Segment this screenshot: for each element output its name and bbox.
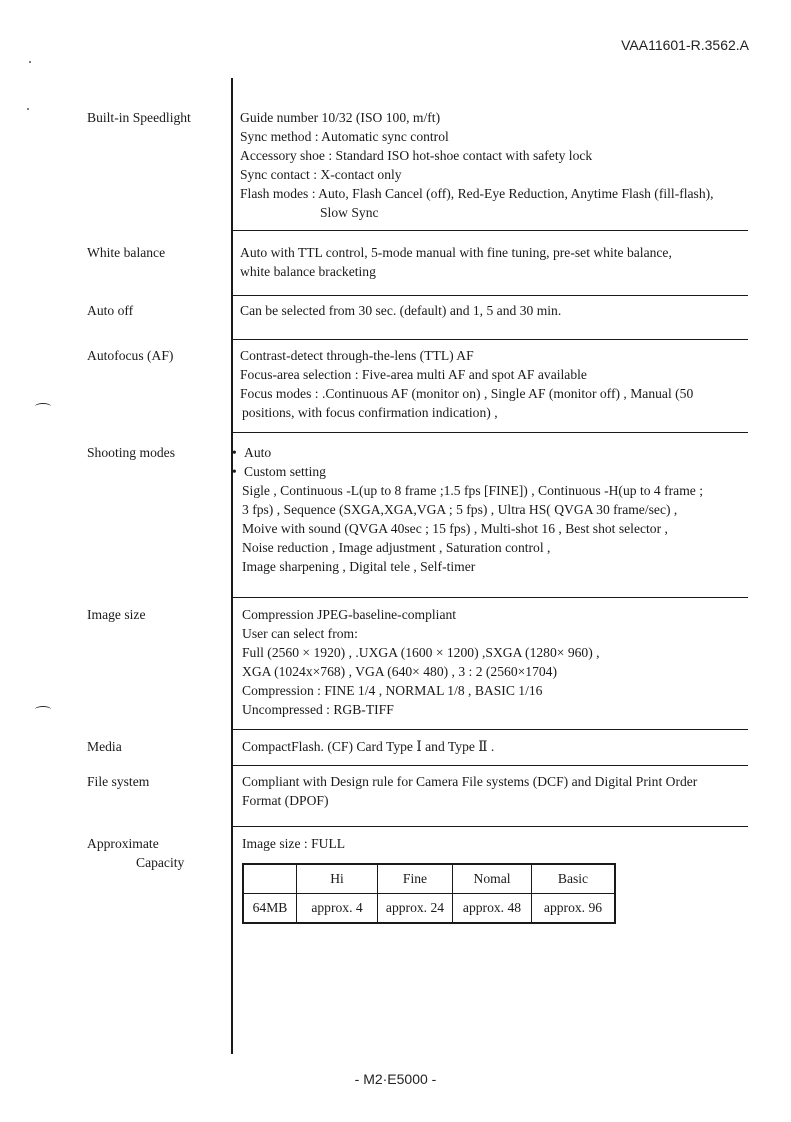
- spec-line: Sync method : Automatic sync control: [240, 129, 449, 144]
- spec-line: Image sharpening , Digital tele , Self-timer: [242, 559, 476, 574]
- spec-label: Built-in Speedlight: [87, 110, 191, 125]
- spec-line: Contrast-detect through-the-lens (TTL) AF: [240, 348, 474, 363]
- spec-line: Image size : FULL: [242, 836, 346, 851]
- table-header-cell: Fine: [378, 864, 453, 894]
- table-header-cell: Basic: [532, 864, 616, 894]
- spec-line: Moive with sound (QVGA 40sec ; 15 fps) , Multi-shot 16 , Best shot selector ,: [242, 521, 668, 536]
- row-divider: [231, 295, 748, 296]
- capacity-table: [242, 863, 616, 924]
- spec-line: Sigle , Continuous -L(up to 8 frame ;1.5 fps [FINE]) , Continuous -H(up to 4 frame ;: [242, 483, 703, 498]
- bullet-icon: •: [232, 445, 237, 460]
- spec-label: Capacity: [136, 855, 185, 870]
- spec-line: Compression JPEG-baseline-compliant: [242, 607, 457, 622]
- table-row: [243, 894, 615, 924]
- spec-line: Can be selected from 30 sec. (default) and 1, 5 and 30 min.: [240, 303, 562, 318]
- spec-label: Shooting modes: [87, 445, 175, 460]
- spec-label: Media: [87, 739, 122, 754]
- spec-line: Focus-area selection : Five-area multi AF and spot AF available: [240, 367, 587, 382]
- row-divider: [231, 765, 748, 766]
- spec-line: Compliant with Design rule for Camera File systems (DCF) and Digital Print Order: [242, 774, 698, 789]
- table-cell: approx. 4: [297, 894, 378, 924]
- table-cell: approx. 96: [532, 894, 616, 924]
- spec-line: CompactFlash. (CF) Card Type Ⅰ and Type Ⅱ .: [242, 739, 495, 754]
- spec-line: Compression : FINE 1/4 , NORMAL 1/8 , BASIC 1/16: [242, 683, 543, 698]
- spec-label: Auto off: [87, 303, 134, 318]
- spec-label: Image size: [87, 607, 146, 622]
- spec-line: Auto with TTL control, 5-mode manual with fine tuning, pre-set white balance,: [240, 245, 672, 260]
- spec-line: Slow Sync: [320, 205, 379, 220]
- margin-mark: [35, 403, 51, 410]
- table-cell: approx. 24: [378, 894, 453, 924]
- row-divider: [231, 432, 748, 433]
- margin-mark: [35, 706, 51, 713]
- spec-line: User can select from:: [242, 626, 358, 641]
- spec-line: positions, with focus confirmation indication) ,: [242, 405, 498, 420]
- spec-line: Focus modes : .Continuous AF (monitor on) , Single AF (monitor off) , Manual (50: [240, 386, 694, 401]
- spec-line: Custom setting: [244, 464, 326, 479]
- spec-line: 3 fps) , Sequence (SXGA,XGA,VGA ; 5 fps) , Ultra HS( QVGA 30 frame/sec) ,: [242, 502, 678, 517]
- spec-line: white balance bracketing: [240, 264, 376, 279]
- table-header-cell: [243, 864, 297, 894]
- spec-label: Approximate: [87, 836, 159, 851]
- row-divider: [231, 729, 748, 730]
- scan-speck: [27, 108, 29, 110]
- spec-line: Full (2560 × 1920) , .UXGA (1600 × 1200) ,SXGA (1280× 960) ,: [242, 645, 600, 660]
- spec-label: Autofocus (AF): [87, 348, 174, 363]
- row-divider: [231, 826, 748, 827]
- spec-line: XGA (1024x×768) , VGA (640× 480) , 3 : 2 (2560×1704): [242, 664, 557, 679]
- table-header-row: [243, 864, 615, 894]
- table-header-cell: Hi: [297, 864, 378, 894]
- spec-label: File system: [87, 774, 150, 789]
- row-divider: [231, 230, 748, 231]
- scan-speck: [29, 61, 31, 63]
- page-footer: - M2·E5000 -: [354, 1071, 437, 1087]
- table-header-cell: Nomal: [453, 864, 532, 894]
- row-divider: [231, 339, 748, 340]
- spec-line: Flash modes : Auto, Flash Cancel (off), Red-Eye Reduction, Anytime Flash (fill-flash),: [240, 186, 714, 201]
- spec-label: White balance: [87, 245, 166, 260]
- spec-line: Format (DPOF): [242, 793, 329, 808]
- spec-line: Sync contact : X-contact only: [240, 167, 402, 182]
- spec-line: Noise reduction , Image adjustment , Saturation control ,: [242, 540, 551, 555]
- spec-line: Accessory shoe : Standard ISO hot-shoe contact with safety lock: [240, 148, 593, 163]
- bullet-icon: •: [232, 464, 237, 479]
- table-cell: 64MB: [243, 894, 297, 924]
- spec-line: Uncompressed : RGB-TIFF: [242, 702, 394, 717]
- spec-line: Auto: [244, 445, 272, 460]
- row-divider: [231, 597, 748, 598]
- spec-line: Guide number 10/32 (ISO 100, m/ft): [240, 110, 441, 125]
- table-cell: approx. 48: [453, 894, 532, 924]
- column-divider: [231, 78, 233, 1054]
- document-id: VAA11601-R.3562.A: [621, 37, 749, 53]
